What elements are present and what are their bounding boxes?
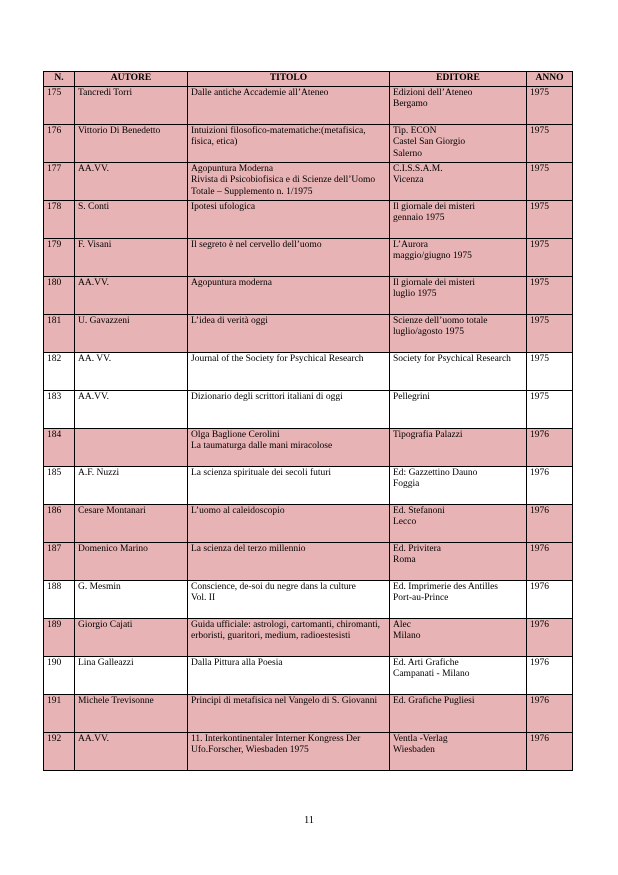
cell-publisher-line: L’Aurora	[393, 239, 428, 250]
cell-author: G. Mesmin	[75, 580, 188, 618]
cell-author: AA.VV.	[75, 732, 188, 770]
cell-number: 175	[44, 86, 75, 124]
header-publisher: EDITORE	[390, 72, 527, 87]
cell-publisher	[390, 200, 527, 238]
table-row	[44, 314, 573, 352]
table-body	[44, 86, 573, 770]
cell-year: 1975	[527, 314, 573, 352]
cell-title	[188, 352, 390, 390]
cell-author	[75, 428, 188, 466]
cell-author: Tancredi Torri	[75, 86, 188, 124]
table-row	[44, 390, 573, 428]
cell-author: AA.VV.	[75, 162, 188, 200]
table-row	[44, 276, 573, 314]
table-row	[44, 466, 573, 504]
cell-publisher	[390, 428, 527, 466]
cell-title	[188, 656, 390, 694]
cell-year: 1975	[527, 390, 573, 428]
cell-publisher-line: Castel San Giorgio	[393, 137, 466, 147]
cell-number: 180	[44, 276, 75, 314]
cell-year: 1975	[527, 238, 573, 276]
cell-author: Michele Trevisonne	[75, 694, 188, 732]
cell-title-line: L’uomo al caleidoscopio	[191, 505, 285, 516]
table-row	[44, 656, 573, 694]
cell-title	[188, 276, 390, 314]
cell-publisher-line: Tip. ECON	[393, 125, 437, 136]
cell-number: 183	[44, 390, 75, 428]
cell-title-line: 11. Interkontinentaler Interner Kongress Der Ufo.Forscher, Wiesbaden 1975	[191, 733, 361, 755]
cell-publisher-line: luglio/agosto 1975	[393, 327, 464, 337]
cell-publisher-line: Vicenza	[393, 175, 424, 185]
cell-title	[188, 428, 390, 466]
cell-publisher-line: Port-au-Prince	[393, 593, 449, 603]
cell-title-line: Dalle antiche Accademie all’Ateneo	[191, 87, 329, 98]
cell-number: 192	[44, 732, 75, 770]
table-row	[44, 732, 573, 770]
cell-number: 187	[44, 542, 75, 580]
cell-publisher-line: luglio 1975	[393, 289, 437, 299]
cell-title-line: Dalla Pittura alla Poesia	[191, 657, 283, 668]
cell-title	[188, 86, 390, 124]
cell-publisher-line: Campanati - Milano	[393, 669, 470, 679]
cell-title	[188, 618, 390, 656]
cell-publisher	[390, 314, 527, 352]
cell-publisher-line: C.I.S.S.A.M.	[393, 163, 443, 174]
cell-author: Vittorio Di Benedetto	[75, 124, 188, 162]
table-row	[44, 428, 573, 466]
cell-title-line: Olga Baglione Cerolini	[191, 429, 280, 440]
table-row	[44, 162, 573, 200]
cell-number: 191	[44, 694, 75, 732]
cell-publisher-line: Ed. Privitera	[393, 543, 442, 554]
cell-year: 1975	[527, 352, 573, 390]
cell-publisher-line: Alec	[393, 619, 411, 630]
cell-author: Giorgio Cajati	[75, 618, 188, 656]
cell-publisher-line: Il giornale dei misteri	[393, 277, 476, 288]
cell-number: 176	[44, 124, 75, 162]
cell-title	[188, 200, 390, 238]
cell-publisher	[390, 694, 527, 732]
cell-publisher-line: Scienze dell’uomo totale	[393, 315, 488, 326]
cell-title-line: La taumaturga dalle mani miracolose	[191, 441, 333, 451]
cell-title	[188, 162, 390, 200]
cell-publisher-line: maggio/giugno 1975	[393, 251, 472, 261]
table-header-row	[44, 72, 573, 87]
cell-title-line: Journal of the Society for Psychical Research	[191, 353, 364, 364]
cell-publisher	[390, 542, 527, 580]
cell-year: 1975	[527, 86, 573, 124]
cell-author: AA.VV.	[75, 390, 188, 428]
cell-year: 1976	[527, 656, 573, 694]
cell-title-line: Il segreto è nel cervello dell’uomo	[191, 239, 322, 250]
cell-publisher-line: Roma	[393, 555, 416, 565]
cell-title-line: Conscience, de-soi du negre dans la culture	[191, 581, 356, 592]
table-row	[44, 200, 573, 238]
cell-number: 181	[44, 314, 75, 352]
table-row	[44, 352, 573, 390]
cell-author: A.F. Nuzzi	[75, 466, 188, 504]
cell-author: Cesare Montanari	[75, 504, 188, 542]
cell-author: S. Conti	[75, 200, 188, 238]
cell-year: 1976	[527, 694, 573, 732]
cell-publisher-line: Il giornale dei misteri	[393, 201, 476, 212]
cell-publisher-line: Pellegrini	[393, 391, 430, 402]
cell-publisher	[390, 504, 527, 542]
table-row	[44, 580, 573, 618]
cell-publisher-line: Lecco	[393, 517, 417, 527]
cell-title-line: Intuizioni filosofico-matematiche:(metafisica, fisica, etica)	[191, 125, 366, 147]
cell-publisher	[390, 656, 527, 694]
cell-title-line: Agopuntura Moderna	[191, 163, 274, 174]
cell-year: 1975	[527, 162, 573, 200]
cell-title-line: L’idea di verità oggi	[191, 315, 268, 326]
cell-author: U. Gavazzeni	[75, 314, 188, 352]
cell-publisher-line: Bergamo	[393, 99, 428, 109]
cell-title-line: Vol. II	[191, 593, 216, 603]
cell-title	[188, 694, 390, 732]
table-row	[44, 618, 573, 656]
cell-publisher-line: Tipografia Palazzi	[393, 429, 463, 440]
table-row	[44, 542, 573, 580]
header-author: AUTORE	[75, 72, 188, 87]
header-number: N.	[44, 72, 75, 87]
cell-publisher-line: Milano	[393, 631, 421, 641]
cell-publisher	[390, 86, 527, 124]
cell-year: 1975	[527, 200, 573, 238]
cell-author: F. Visani	[75, 238, 188, 276]
cell-publisher	[390, 618, 527, 656]
cell-title	[188, 466, 390, 504]
table-row	[44, 124, 573, 162]
cell-publisher-line: gennaio 1975	[393, 213, 445, 223]
cell-author: Lina Galleazzi	[75, 656, 188, 694]
cell-number: 177	[44, 162, 75, 200]
cell-title	[188, 732, 390, 770]
cell-number: 179	[44, 238, 75, 276]
cell-publisher-line: Ed: Gazzettino Dauno	[393, 467, 478, 478]
bibliography-page	[43, 71, 573, 771]
cell-publisher	[390, 238, 527, 276]
cell-title	[188, 238, 390, 276]
cell-author: AA.VV.	[75, 276, 188, 314]
cell-title-line: Guida ufficiale: astrologi, cartomanti, chiromanti, erboristi, guaritori, medium, radioestesisti	[191, 619, 380, 641]
cell-publisher-line: Society for Psychical Research	[393, 353, 511, 364]
cell-publisher-line: Foggia	[393, 479, 420, 489]
table-row	[44, 504, 573, 542]
cell-title	[188, 504, 390, 542]
cell-number: 182	[44, 352, 75, 390]
cell-number: 189	[44, 618, 75, 656]
cell-publisher	[390, 580, 527, 618]
cell-title	[188, 542, 390, 580]
cell-number: 190	[44, 656, 75, 694]
cell-year: 1976	[527, 428, 573, 466]
cell-title	[188, 390, 390, 428]
cell-author: AA. VV.	[75, 352, 188, 390]
table-row	[44, 86, 573, 124]
cell-title	[188, 124, 390, 162]
cell-title-line: Principi di metafisica nel Vangelo di S. Giovanni	[191, 695, 378, 706]
header-year: ANNO	[527, 72, 573, 87]
page-number: 11	[303, 815, 315, 826]
cell-publisher-line: Edizioni dell’Ateneo	[393, 87, 473, 98]
header-title: TITOLO	[188, 72, 390, 87]
cell-title-line: La scienza del terzo millennio	[191, 543, 306, 554]
cell-publisher-line: Ed. Stefanoni	[393, 505, 445, 516]
cell-number: 185	[44, 466, 75, 504]
cell-title	[188, 580, 390, 618]
cell-title-line: La scienza spirituale dei secoli futuri	[191, 467, 332, 478]
cell-title-line: Ipotesi ufologica	[191, 201, 256, 212]
cell-title-line: Rivista di Psicobiofisica e di Scienze dell’Uomo Totale – Supplemento n. 1/1975	[191, 175, 376, 197]
cell-publisher	[390, 732, 527, 770]
cell-publisher	[390, 390, 527, 428]
cell-title-line: Agopuntura moderna	[191, 277, 272, 288]
cell-publisher	[390, 124, 527, 162]
cell-publisher	[390, 352, 527, 390]
cell-publisher-line: Ed. Arti Grafiche	[393, 657, 459, 668]
cell-publisher-line: Wiesbaden	[393, 745, 435, 755]
cell-publisher-line: Ventla -Verlag	[393, 733, 448, 744]
cell-year: 1976	[527, 618, 573, 656]
cell-year: 1975	[527, 124, 573, 162]
table-row	[44, 238, 573, 276]
table-row	[44, 694, 573, 732]
cell-publisher-line: Ed. Grafiche Pugliesi	[393, 695, 475, 706]
cell-year: 1976	[527, 542, 573, 580]
cell-title	[188, 314, 390, 352]
cell-title-line: Dizionario degli scrittori italiani di oggi	[191, 391, 343, 402]
cell-year: 1976	[527, 504, 573, 542]
cell-number: 186	[44, 504, 75, 542]
cell-author: Domenico Marino	[75, 542, 188, 580]
cell-publisher-line: Ed. Imprimerie des Antilles	[393, 581, 499, 592]
cell-year: 1976	[527, 732, 573, 770]
cell-number: 188	[44, 580, 75, 618]
cell-number: 184	[44, 428, 75, 466]
cell-publisher	[390, 466, 527, 504]
cell-year: 1976	[527, 466, 573, 504]
cell-year: 1975	[527, 276, 573, 314]
cell-number: 178	[44, 200, 75, 238]
cell-publisher-line: Salerno	[393, 148, 423, 159]
cell-year: 1976	[527, 580, 573, 618]
bibliography-table	[43, 71, 573, 771]
cell-publisher	[390, 162, 527, 200]
cell-publisher	[390, 276, 527, 314]
